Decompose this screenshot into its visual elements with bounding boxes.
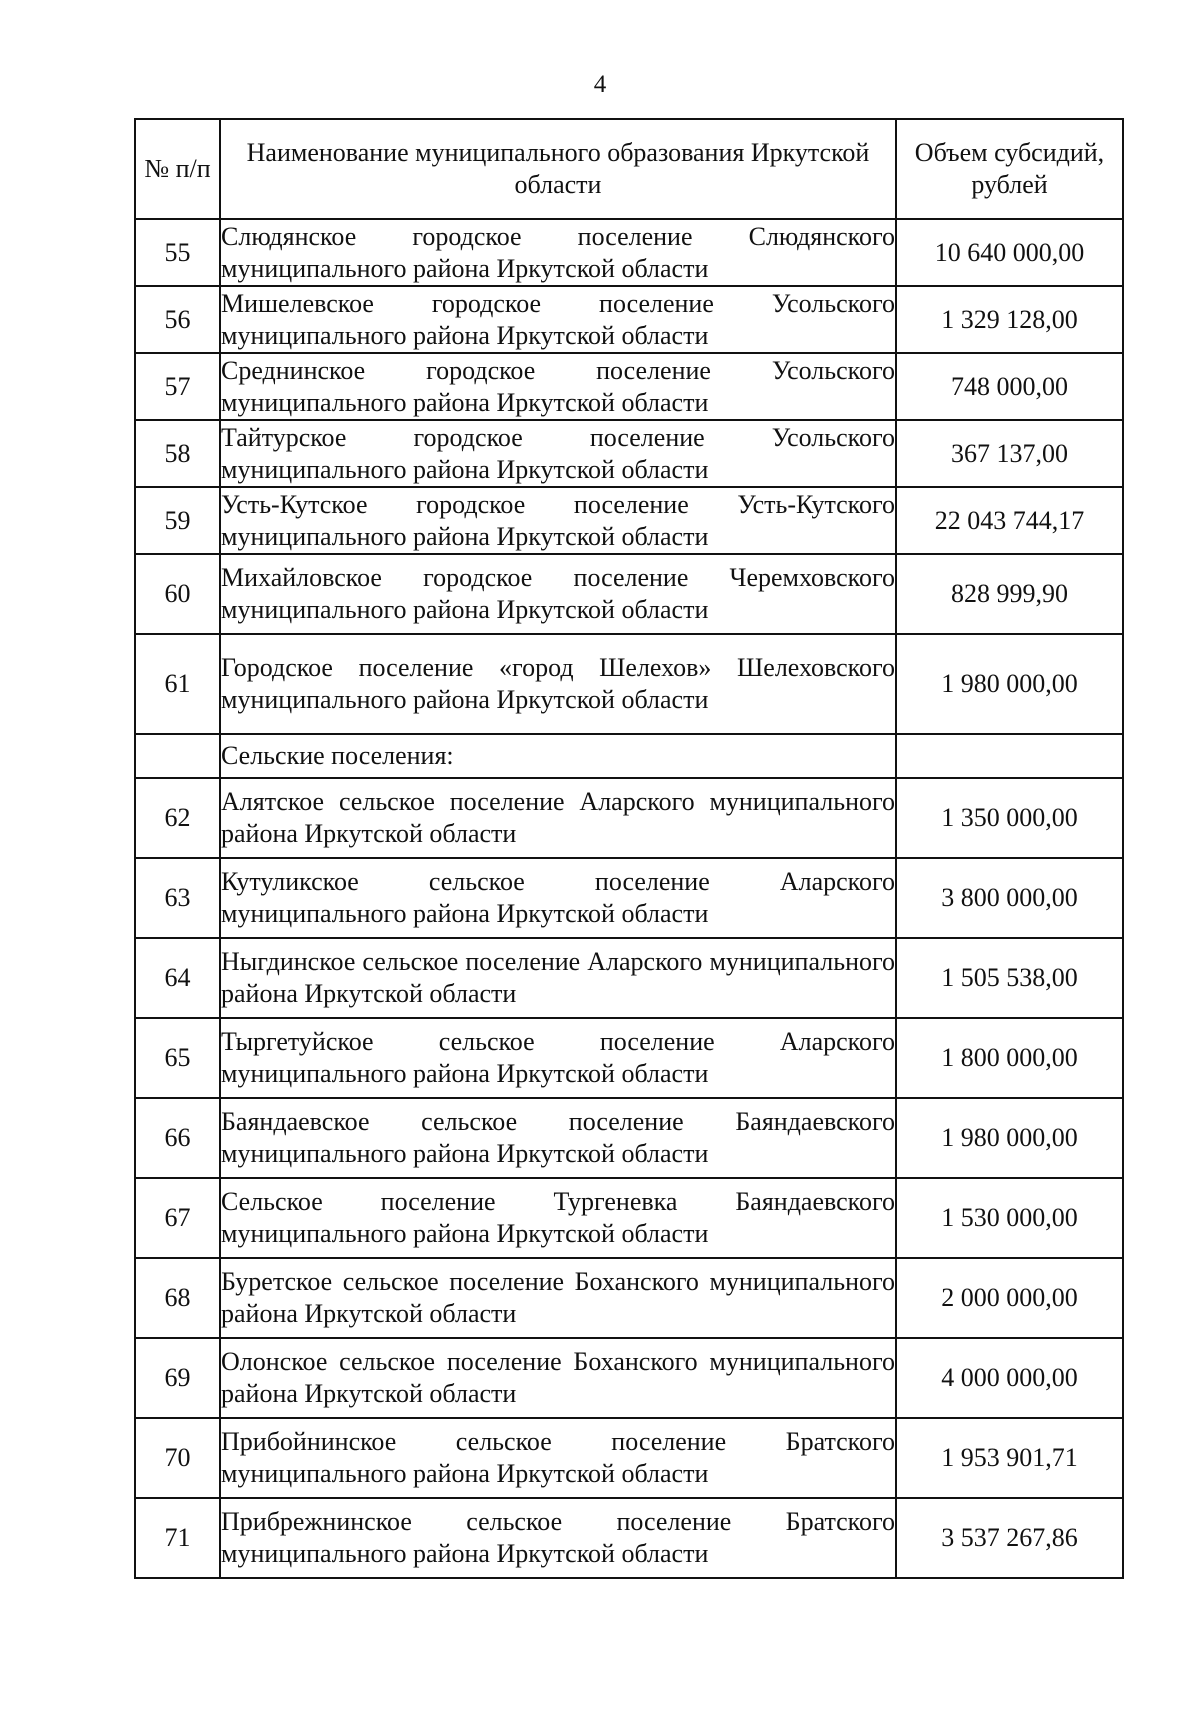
row-name: Ныгдинское сельское поселение Аларского муниципального района Иркутской области xyxy=(220,938,896,1018)
row-amount: 3 537 267,86 xyxy=(896,1498,1123,1578)
section-label: Сельские поселения: xyxy=(220,734,896,778)
row-number: 65 xyxy=(135,1018,220,1098)
row-amount: 1 800 000,00 xyxy=(896,1018,1123,1098)
row-amount: 1 953 901,71 xyxy=(896,1418,1123,1498)
row-name: Баяндаевское сельское поселение Баяндаевского муниципального района Иркутской области xyxy=(220,1098,896,1178)
table-row xyxy=(135,286,1123,353)
header-amount: Объем субсидий, рублей xyxy=(896,119,1123,219)
table-row xyxy=(135,1498,1123,1578)
section-row xyxy=(135,734,1123,778)
row-amount: 1 980 000,00 xyxy=(896,1098,1123,1178)
row-number: 63 xyxy=(135,858,220,938)
row-name: Кутуликское сельское поселение Аларского муниципального района Иркутской области xyxy=(220,858,896,938)
table-row xyxy=(135,420,1123,487)
row-name: Сельское поселение Тургеневка Баяндаевского муниципального района Иркутской области xyxy=(220,1178,896,1258)
row-name: Мишелевское городское поселение Усольского муниципального района Иркутской области xyxy=(220,286,896,353)
row-name: Усть-Кутское городское поселение Усть-Кутского муниципального района Иркутской области xyxy=(220,487,896,554)
row-name: Алятское сельское поселение Аларского муниципального района Иркутской области xyxy=(220,778,896,858)
row-amount: 1 329 128,00 xyxy=(896,286,1123,353)
row-name: Буретское сельское поселение Боханского муниципального района Иркутской области xyxy=(220,1258,896,1338)
row-amount: 1 505 538,00 xyxy=(896,938,1123,1018)
table-row xyxy=(135,1338,1123,1418)
table-row xyxy=(135,1258,1123,1338)
section-amount-cell xyxy=(896,734,1123,778)
row-amount: 1 530 000,00 xyxy=(896,1178,1123,1258)
header-number: № п/п xyxy=(135,119,220,219)
row-amount: 22 043 744,17 xyxy=(896,487,1123,554)
table-row xyxy=(135,353,1123,420)
table-row xyxy=(135,1098,1123,1178)
row-amount: 367 137,00 xyxy=(896,420,1123,487)
row-number: 66 xyxy=(135,1098,220,1178)
row-number: 70 xyxy=(135,1418,220,1498)
row-number: 68 xyxy=(135,1258,220,1338)
table-row xyxy=(135,1178,1123,1258)
row-number: 67 xyxy=(135,1178,220,1258)
table-row xyxy=(135,858,1123,938)
table-row xyxy=(135,778,1123,858)
row-amount: 828 999,90 xyxy=(896,554,1123,634)
table-row xyxy=(135,1018,1123,1098)
table-row xyxy=(135,554,1123,634)
table-row xyxy=(135,219,1123,286)
section-number-cell xyxy=(135,734,220,778)
row-amount: 748 000,00 xyxy=(896,353,1123,420)
row-number: 55 xyxy=(135,219,220,286)
subsidy-table xyxy=(134,118,1124,1579)
table-row xyxy=(135,1418,1123,1498)
row-number: 64 xyxy=(135,938,220,1018)
row-amount: 3 800 000,00 xyxy=(896,858,1123,938)
row-amount: 1 980 000,00 xyxy=(896,634,1123,734)
row-amount: 1 350 000,00 xyxy=(896,778,1123,858)
table-row xyxy=(135,634,1123,734)
row-number: 71 xyxy=(135,1498,220,1578)
row-number: 62 xyxy=(135,778,220,858)
row-number: 61 xyxy=(135,634,220,734)
row-name: Среднинское городское поселение Усольского муниципального района Иркутской области xyxy=(220,353,896,420)
row-name: Олонское сельское поселение Боханского муниципального района Иркутской области xyxy=(220,1338,896,1418)
page-number: 4 xyxy=(593,71,607,98)
row-amount: 2 000 000,00 xyxy=(896,1258,1123,1338)
row-name: Тайтурское городское поселение Усольского муниципального района Иркутской области xyxy=(220,420,896,487)
row-number: 56 xyxy=(135,286,220,353)
table-header-row xyxy=(135,119,1123,219)
row-number: 60 xyxy=(135,554,220,634)
table-row xyxy=(135,938,1123,1018)
row-name: Прибрежнинское сельское поселение Братского муниципального района Иркутской области xyxy=(220,1498,896,1578)
row-name: Михайловское городское поселение Черемховского муниципального района Иркутской области xyxy=(220,554,896,634)
row-name: Слюдянское городское поселение Слюдянского муниципального района Иркутской области xyxy=(220,219,896,286)
row-number: 58 xyxy=(135,420,220,487)
row-name: Тыргетуйское сельское поселение Аларского муниципального района Иркутской области xyxy=(220,1018,896,1098)
row-number: 59 xyxy=(135,487,220,554)
row-number: 57 xyxy=(135,353,220,420)
row-amount: 10 640 000,00 xyxy=(896,219,1123,286)
row-number: 69 xyxy=(135,1338,220,1418)
row-amount: 4 000 000,00 xyxy=(896,1338,1123,1418)
header-name: Наименование муниципального образования Иркутской области xyxy=(220,119,896,219)
table-row xyxy=(135,487,1123,554)
row-name: Городское поселение «город Шелехов» Шелеховского муниципального района Иркутской области xyxy=(220,634,896,734)
row-name: Прибойнинское сельское поселение Братского муниципального района Иркутской области xyxy=(220,1418,896,1498)
